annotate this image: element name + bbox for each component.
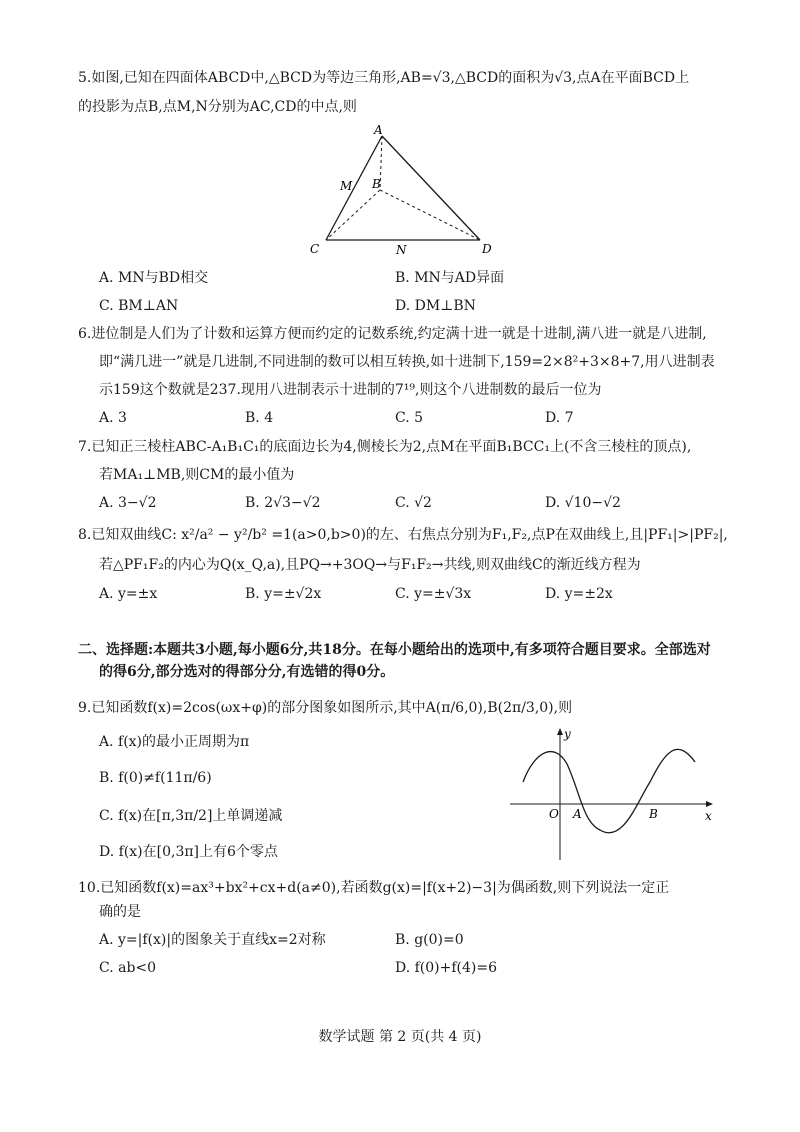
q5-option-a: A. MN与BD相交 — [99, 270, 209, 286]
q8-stem-line2: 若△PF₁F₂的内心为Q(x_Q,a),且PQ→+3OQ→与F₁F₂→共线,则双曲线C的渐近线方程为 — [99, 557, 641, 573]
q7-option-a: A. 3−√2 — [99, 495, 157, 511]
label-x: x — [705, 809, 712, 823]
label-O: O — [549, 807, 559, 821]
q8-option-d: D. y=±2x — [545, 586, 613, 602]
section2-heading-line2: 的得6分,部分选对的得部分分,有选错的得0分。 — [99, 664, 395, 680]
label-D: D — [482, 242, 492, 256]
edge-AD — [382, 136, 480, 240]
q8-stem-line1: 8.已知双曲线C: x²/a² − y²/b² =1(a>0,b>0)的左、右焦点分别为F₁,F₂,点P在双曲线上,且|PF₁|>|PF₂|, — [78, 527, 728, 543]
page-footer: 数学试题 第 2 页(共 4 页) — [318, 1029, 482, 1045]
q10-option-a: A. y=|f(x)|的图象关于直线x=2对称 — [99, 932, 326, 948]
q6-option-a: A. 3 — [99, 410, 127, 426]
section2-heading-line1: 二、选择题:本题共3小题,每小题6分,共18分。在每小题给出的选项中,有多项符合题目要求。全部选对 — [78, 642, 711, 658]
q10-option-b: B. g(0)=0 — [395, 932, 464, 948]
q9-option-b: B. f(0)≠f(11π/6) — [99, 770, 212, 786]
q10-option-c: C. ab<0 — [99, 960, 157, 976]
q7-stem-line2: 若MA₁⊥MB,则CM的最小值为 — [99, 467, 295, 483]
q5-option-b: B. MN与AD异面 — [395, 270, 505, 286]
q10-stem-line2: 确的是 — [99, 904, 141, 920]
q5-stem-line1: 5.如图,已知在四面体ABCD中,△BCD为等边三角形,AB=√3,△BCD的面积为√3,点A在平面BCD上 — [78, 70, 690, 86]
q9-option-d: D. f(x)在[0,3π]上有6个零点 — [99, 844, 278, 860]
q7-option-d: D. √10−√2 — [545, 495, 621, 511]
q6-stem-line3: 示159这个数就是237.现用八进制表示十进制的7¹⁹,则这个八进制数的最后一位为 — [99, 382, 602, 398]
q6-stem-line2: 即“满几进一”就是几进制,不同进制的数可以相互转换,如十进制下,159=2×8²+3×8+7,用八进制表 — [99, 354, 715, 370]
q6-option-c: C. 5 — [395, 410, 424, 426]
q9-option-a: A. f(x)的最小正周期为π — [99, 734, 250, 750]
label-A: A — [573, 807, 582, 821]
q5-option-c: C. BM⊥AN — [99, 298, 179, 314]
y-axis-arrow-icon — [557, 728, 563, 735]
label-B: B — [372, 177, 381, 191]
q6-option-b: B. 4 — [245, 410, 274, 426]
q7-option-b: B. 2√3−√2 — [245, 495, 321, 511]
q8-option-c: C. y=±√3x — [395, 586, 472, 602]
x-axis-arrow-icon — [706, 801, 713, 807]
q9-option-c: C. f(x)在[π,3π/2]上单调递减 — [99, 808, 283, 824]
label-N: N — [396, 243, 407, 257]
q8-option-b: B. y=±√2x — [245, 586, 322, 602]
q5-stem-line2: 的投影为点B,点M,N分别为AC,CD的中点,则 — [78, 99, 357, 115]
q8-option-a: A. y=±x — [99, 586, 158, 602]
q7-option-c: C. √2 — [395, 495, 432, 511]
q5-option-d: D. DM⊥BN — [395, 298, 476, 314]
q9-cosine-graph — [505, 722, 720, 862]
q6-option-d: D. 7 — [545, 410, 574, 426]
label-y: y — [564, 727, 571, 741]
edge-BC — [326, 190, 380, 240]
label-B: B — [649, 807, 658, 821]
q9-stem-line1: 9.已知函数f(x)=2cos(ωx+φ)的部分图象如图所示,其中A(π/6,0),B(2π/3,0),则 — [78, 700, 573, 716]
q7-stem-line1: 7.已知正三棱柱ABC-A₁B₁C₁的底面边长为4,侧棱长为2,点M在平面B₁BCC₁上(不含三棱柱的顶点), — [78, 439, 692, 455]
q6-stem-line1: 6.进位制是人们为了计数和运算方便而约定的记数系统,约定满十进一就是十进制,满八进一就是八进制, — [78, 326, 707, 342]
label-C: C — [310, 242, 320, 256]
q10-stem-line1: 10.已知函数f(x)=ax³+bx²+cx+d(a≠0),若函数g(x)=|f(x+2)−3|为偶函数,则下列说法一定正 — [78, 880, 670, 896]
q10-option-d: D. f(0)+f(4)=6 — [395, 960, 498, 976]
label-A: A — [374, 123, 383, 137]
edge-BD — [380, 190, 480, 240]
label-M: M — [340, 179, 353, 193]
q5-tetrahedron-figure — [300, 120, 510, 260]
